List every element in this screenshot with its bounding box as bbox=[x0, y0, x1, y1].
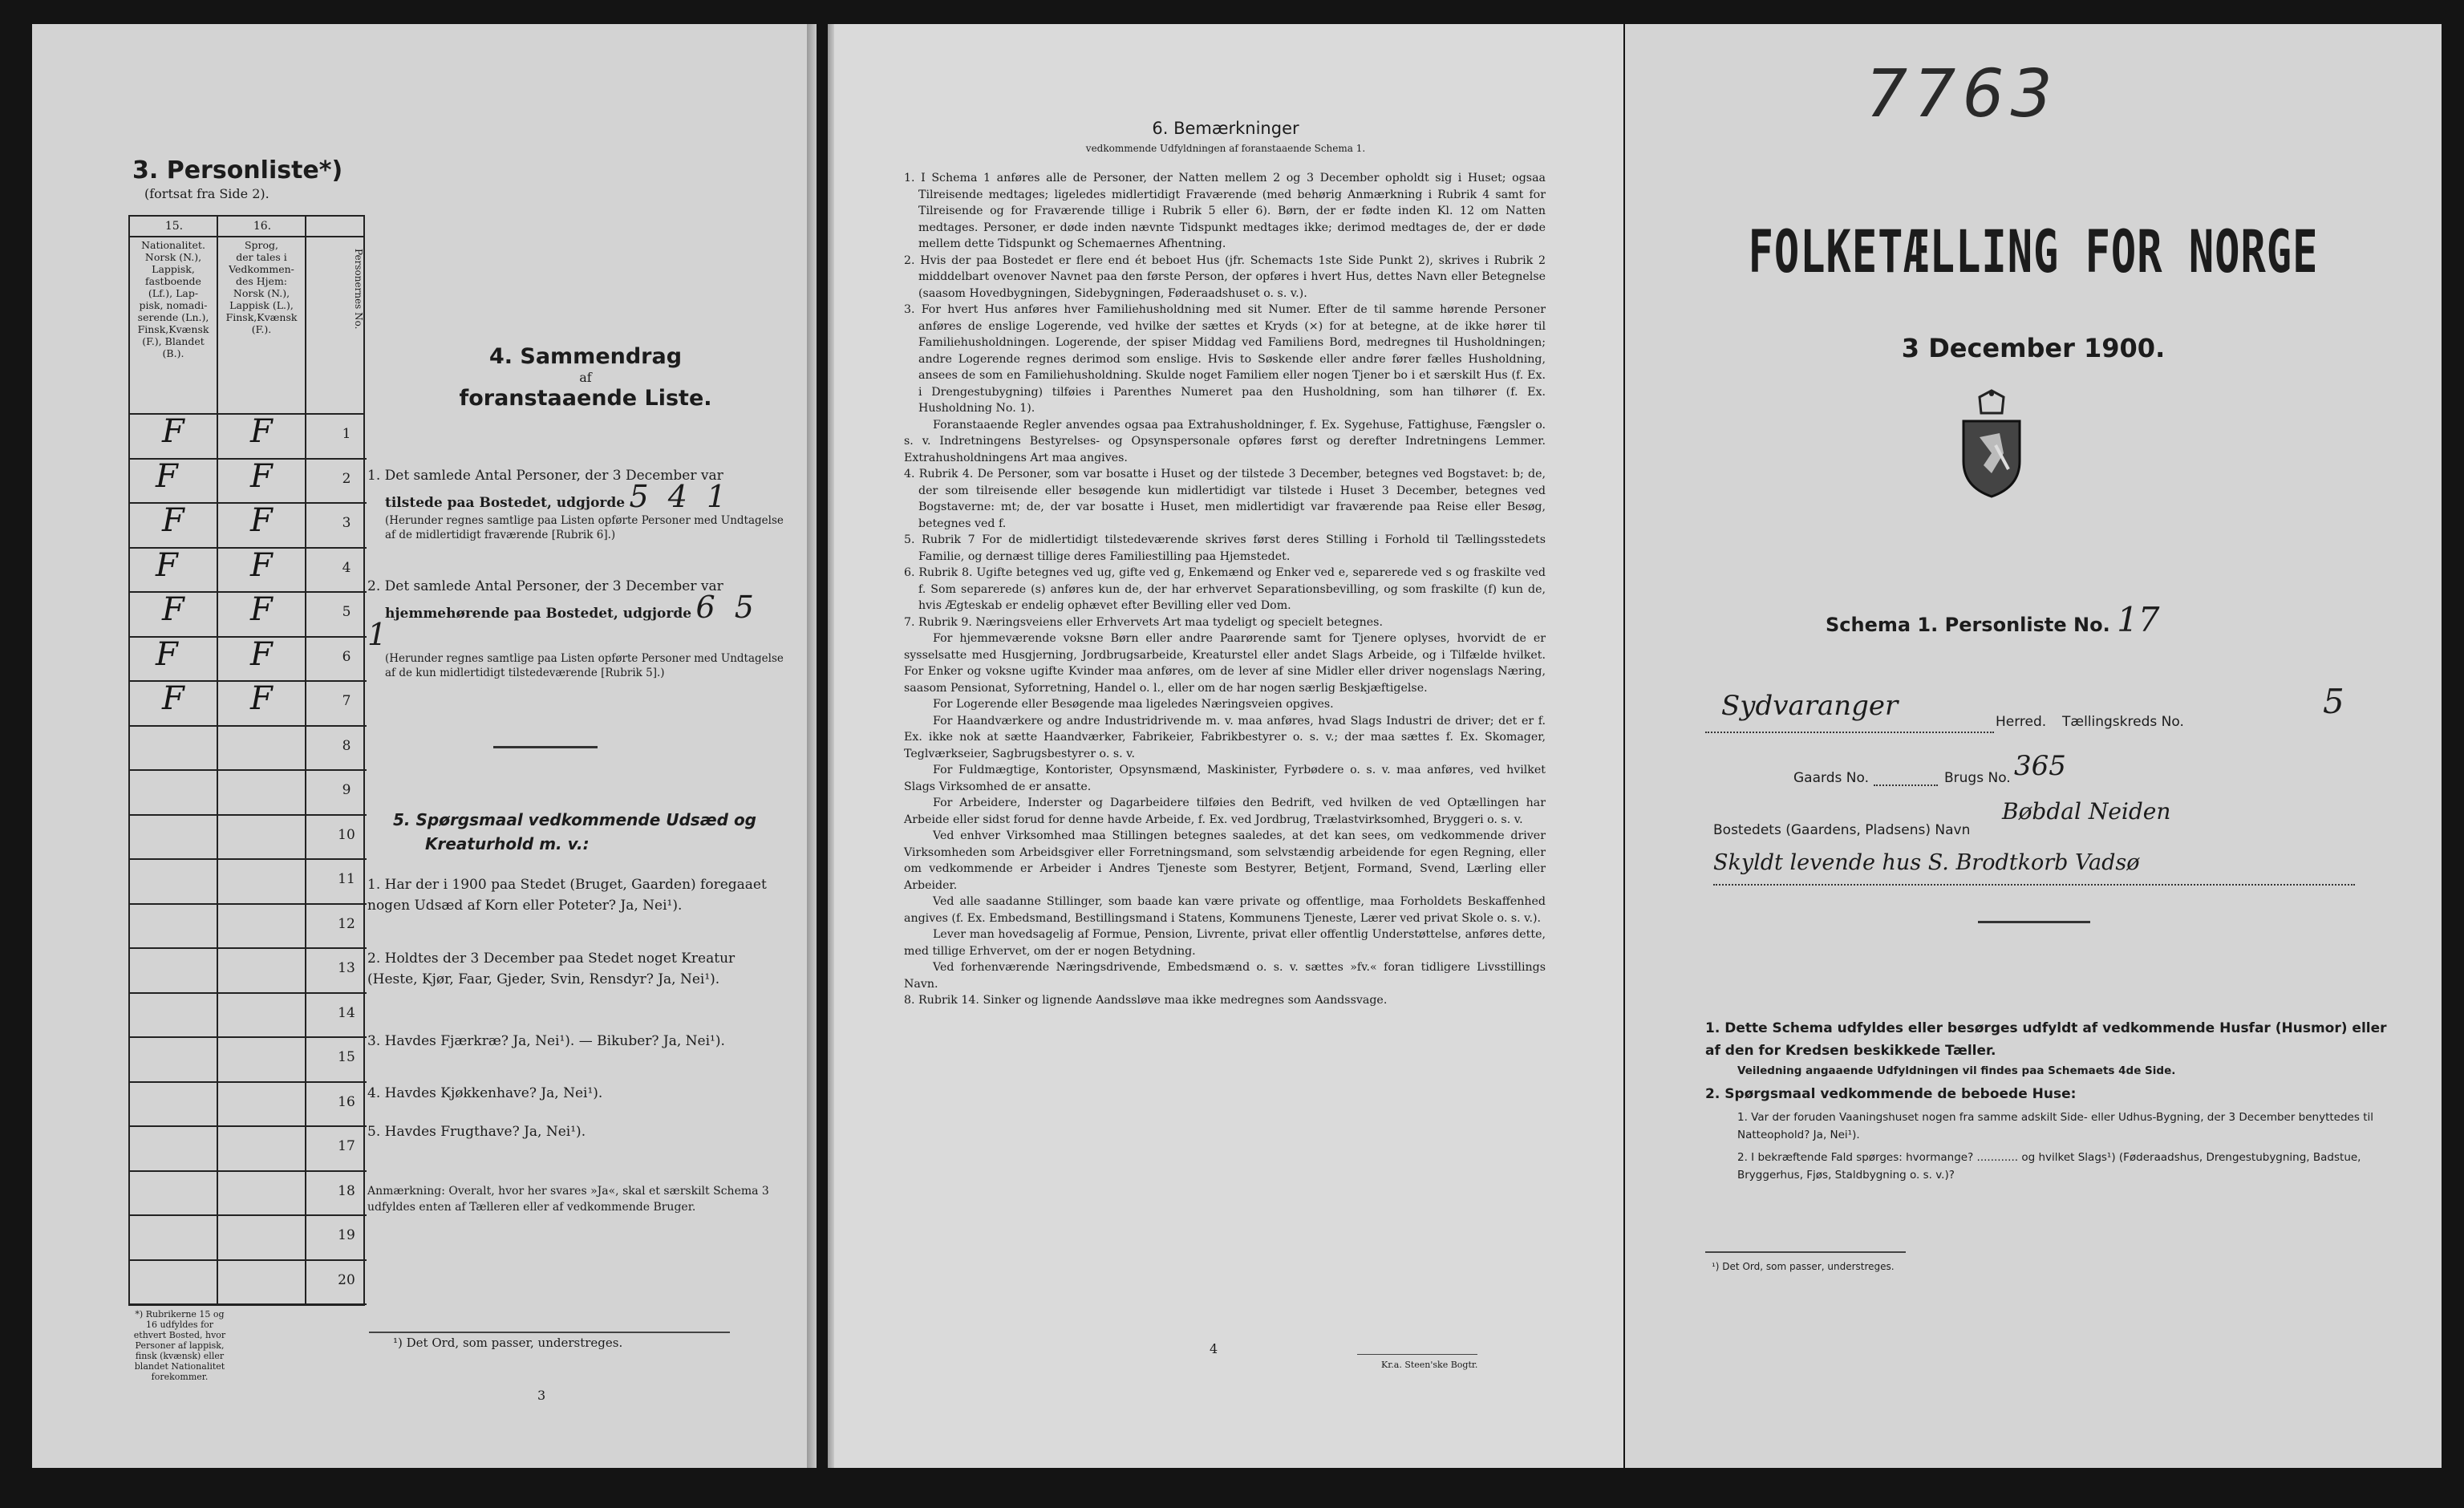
nationality-cell: F bbox=[162, 680, 184, 717]
kreds-value: 5 bbox=[2323, 682, 2344, 721]
divider bbox=[493, 746, 598, 748]
language-cell: F bbox=[250, 413, 273, 450]
col-16-header: Sprog, der tales i Vedkommen- des Hjem: Norsk (N.), Lappisk (L.), Finsk,Kvænsk (F.). bbox=[225, 239, 298, 335]
table-row bbox=[130, 1261, 367, 1301]
remark-paragraph: 4. Rubrik 4. De Personer, som var bosatte i Huset og der tilstede 3 December, betegnes ved Bogstavet: b; de, der som tilreisende eller besøgende kun midlertidigt var tilstede i Huset 3 December, betegnes ved Bogstaverne: mt; de, der var bosatte i Huset, men midlertidigt var fraværende paa Reise eller Besøg, betegnes ved f. bbox=[904, 468, 1546, 530]
remark-paragraph: Ved enhver Virksomhed maa Stillingen betegnes saaledes, at det kan sees, om vedkommende driver Virksomheden som Arbeidsgiver eller Forretningsmand, som selvstændig arbeidende for egen Regning, eller om vedkommende er Arbeider i Andres Tjeneste som Bestyrer, Betjent, Formand, Svend, Lærling eller Arbeider. bbox=[904, 829, 1546, 892]
question-2: 2. Holdtes der 3 December paa Stedet noget Kreatur (Heste, Kjør, Faar, Gjeder, Svin, Rensdyr? Ja, Nei¹). bbox=[367, 951, 736, 987]
person-number: 2 bbox=[342, 470, 351, 487]
table-row bbox=[130, 905, 367, 945]
summary-item-1: 1. Det samlede Antal Personer, der 3 December var tilstede paa Bostedet, udgjorde 5 4 1 (Herunder regnes samtlige paa Listen opførte Personer med Undtagelse af de midlertidigt fraværende [Rubrik 6].) bbox=[367, 468, 784, 541]
person-number: 16 bbox=[338, 1093, 355, 1110]
census-date: 3 December 1900. bbox=[1901, 333, 2166, 363]
col-15-number: 15. bbox=[164, 220, 184, 233]
nationality-table bbox=[128, 215, 365, 1306]
col-16-number: 16. bbox=[253, 220, 272, 233]
nationality-cell: F bbox=[162, 591, 184, 628]
schema-line: Schema 1. Personliste No. 17 bbox=[1826, 600, 2160, 639]
remark-paragraph: Lever man hovedsagelig af Formue, Pension, Livrente, privat eller offentlig Understøttelse, anføres dette, med tillige Erhvervet, om der er nogen Betydning. bbox=[904, 928, 1546, 958]
question-1: 1. Har der i 1900 paa Stedet (Bruget, Gaarden) foregaaet nogen Udsæd af Korn eller Poteter? Ja, Nei¹). bbox=[367, 877, 767, 914]
remark-paragraph: 8. Rubrik 14. Sinker og lignende Aandssløve maa ikke medregnes som Aandssvage. bbox=[904, 994, 1388, 1007]
person-number: 19 bbox=[338, 1227, 355, 1243]
table-footnote: *) Rubrikerne 15 og 16 udfyldes for ethvert Bosted, hvor Personer af lappisk, finsk (kvænsk) eller blandet Nationalitet forekommer. bbox=[133, 1309, 226, 1382]
page-number: 4 bbox=[1210, 1341, 1218, 1356]
table-row bbox=[130, 860, 367, 900]
divider bbox=[1978, 921, 2090, 923]
person-number: 9 bbox=[342, 782, 351, 798]
person-number: 3 bbox=[342, 515, 351, 531]
person-number: 12 bbox=[338, 915, 355, 932]
language-cell: F bbox=[250, 680, 273, 717]
instructions: 1. Dette Schema udfyldes eller besørges udfyldt af vedkommende Husfar (Husmor) eller af den for Kredsen beskikkede Tæller. Veiledning angaaende Udfyldningen vil findes paa Schemaets 4de Side. 2. Spørgsmaal vedkommende de beboede Huse: 1. Var der foruden Vaaningshuset nogen fra samme adskilt Side- eller Udhus-Bygning, der 3 December benyttedes til Natteophold? Ja, Nei¹). 2. I bekræftende Fald spørges: hvormange? ............ og hvilket Slags¹) (Føderaadshus, Drengestubygning, Badstue, Bryggerhus, Fjøs, Staldbygning o. s. v.)? bbox=[1705, 1020, 2387, 1182]
gaards-label: Gaards No. bbox=[1793, 770, 1869, 786]
table-row bbox=[130, 949, 367, 989]
person-number: 4 bbox=[342, 559, 351, 576]
herred-label: Herred. bbox=[1996, 714, 2047, 730]
remark-paragraph: For Fuldmægtige, Kontorister, Opsynsmænd, Maskinister, Fyrbødere o. s. v. maa anføres, ved hvilket Slags Virksomhed de er ansatte. bbox=[904, 764, 1546, 793]
remark-paragraph: For Haandværkere og andre Industridrivende m. v. maa anføres, hvad Slags Industri de driver; det er f. Ex. ikke nok at sætte Haandværker, Fabrikeier, Fabrikbestyrer o. s. v.; der maa sættes f. Ex. Skomager, Teglværkseier, Sagbrugsbestyrer o. s. v. bbox=[904, 714, 1546, 760]
table-row bbox=[130, 546, 367, 589]
table-row bbox=[130, 593, 367, 633]
census-title: FOLKETÆLLING FOR NORGE bbox=[1748, 219, 2319, 286]
person-number: 10 bbox=[338, 826, 355, 843]
table-row bbox=[130, 504, 367, 544]
herred-value: Sydvaranger bbox=[1721, 690, 1899, 722]
remark-paragraph: 6. Rubrik 8. Ugifte betegnes ved ug, gifte ved g, Enkemænd og Enker ved e, separerede ved s og fraskilte ved f. Som separerede (s) anføres kun de, der har erhvervet Separationsbevilling, og som fraskilte (f) kun de, hvis Ægteskab er endelig ophævet efter Bevilling eller ved Dom. bbox=[904, 566, 1546, 612]
table-row bbox=[130, 1216, 367, 1256]
present-count: 5 4 1 bbox=[629, 479, 732, 514]
personliste-number: 17 bbox=[2117, 600, 2160, 639]
anmerkning-note: Anmærkning: Overalt, hvor her svares »Ja«, skal et særskilt Schema 3 udfyldes enten af Tælleren eller af vedkommende Bruger. bbox=[367, 1185, 769, 1214]
remarks-body bbox=[904, 170, 1546, 1009]
table-row bbox=[130, 415, 367, 455]
language-cell: F bbox=[250, 635, 273, 673]
page1-footnote: ¹) Det Ord, som passer, understreges. bbox=[393, 1336, 623, 1350]
bosted-value-2: Skyldt levende hus S. Brodtkorb Vadsø bbox=[1713, 850, 2140, 875]
person-number: 7 bbox=[342, 693, 351, 709]
page-number: 3 bbox=[537, 1388, 546, 1403]
summary-heading: 4. Sammendrag af foranstaaende Liste. bbox=[459, 344, 712, 411]
nationality-cell: F bbox=[156, 635, 178, 673]
table-row bbox=[130, 816, 367, 856]
person-number: 15 bbox=[338, 1049, 355, 1065]
col-15-header: Nationalitet. Norsk (N.), Lappisk, fastboende (Lf.), Lap- pisk, nomadi- serende (Ln.), Finsk,Kvænsk (F.), Blandet (B.). bbox=[137, 239, 209, 359]
language-cell: F bbox=[250, 457, 273, 495]
remark-paragraph: Ved forhenværende Næringsdrivende, Embedsmænd o. s. v. sættes »fv.« foran tidligere Livsstillings Navn. bbox=[904, 961, 1546, 991]
personliste-title: 3. Personliste*) bbox=[132, 156, 343, 184]
question-4: 4. Havdes Kjøkkenhave? Ja, Nei¹). bbox=[367, 1085, 603, 1101]
person-number: 13 bbox=[338, 960, 355, 976]
person-number: 5 bbox=[342, 604, 351, 620]
person-number: 8 bbox=[342, 737, 351, 754]
page-personliste bbox=[32, 24, 817, 1468]
remark-paragraph: 3. For hvert Hus anføres hver Familiehusholdning med sit Numer. Efter de til samme hørende Personer anføres de enslige Logerende, ved hvilke der sættes et Kryds (×) for at betegne, at de ikke hører til Familiehusholdningen. Logerende, der spiser Middag ved Familiens Bord, medregnes til Husholdningen; andre Logerende regnes derimod som enslige. Hvis to Søskende eller andre fører fælles Husholdning, ansees de som en Familiehusholdning. Skulde noget Familiem eller nogen Tjener bo i et særskilt Hus (f. Ex. i Drengestubygning) tilføies i Parenthes Numeret paa den Husholdning, som han tilhører (f. Ex. Husholdning No. 1). bbox=[904, 303, 1546, 415]
question-5: 5. Havdes Frugthave? Ja, Nei¹). bbox=[367, 1124, 586, 1140]
summary-item-2: 2. Det samlede Antal Personer, der 3 December var hjemmehørende paa Bostedet, udgjorde 6 5 1 (Herunder regnes samtlige paa Listen opførte Personer med Undtagelse af de kun midlertidigt tilstedeværende [Rubrik 5].) bbox=[367, 578, 784, 679]
table-row bbox=[130, 1172, 367, 1212]
nationality-cell: F bbox=[162, 413, 184, 450]
table-row bbox=[130, 727, 367, 767]
table-row bbox=[130, 1038, 367, 1078]
cover-footnote: ¹) Det Ord, som passer, understreges. bbox=[1712, 1261, 1895, 1272]
remark-paragraph: For Logerende eller Besøgende maa ligeledes Næringsveien opgives. bbox=[933, 698, 1334, 711]
printer-imprint: Kr.a. Steen'ske Bogtr. bbox=[1381, 1360, 1478, 1370]
person-number: 1 bbox=[342, 426, 351, 442]
nationality-cell: F bbox=[162, 502, 184, 539]
remarks-title: 6. Bemærkninger bbox=[1152, 119, 1299, 138]
person-number: 6 bbox=[342, 648, 351, 665]
questions-heading: 5. Spørgsmaal vedkommende Udsæd og Kreaturhold m. v.: bbox=[393, 810, 756, 853]
bosted-label: Bostedets (Gaardens, Pladsens) Navn bbox=[1713, 822, 1971, 838]
coat-of-arms-icon bbox=[1955, 389, 2028, 501]
language-cell: F bbox=[250, 546, 273, 584]
col-17-header: Personernes No. bbox=[353, 249, 364, 330]
kreds-label: Tællingskreds No. bbox=[2062, 714, 2184, 730]
remarks-subtitle: vedkommende Udfyldningen af foranstaaende Schema 1. bbox=[1085, 143, 1366, 154]
remark-paragraph: 7. Rubrik 9. Næringsveiens eller Erhvervets Art maa tydeligt og specielt betegnes. bbox=[904, 615, 1383, 629]
table-row bbox=[130, 457, 367, 500]
nationality-cell: F bbox=[156, 546, 178, 584]
personliste-subtitle: (fortsat fra Side 2). bbox=[144, 186, 270, 201]
bosted-value: Bøbdal Neiden bbox=[2002, 798, 2171, 825]
person-number: 20 bbox=[338, 1271, 355, 1288]
remark-paragraph: Foranstaaende Regler anvendes ogsaa paa Extrahusholdninger, f. Ex. Sygehuse, Fattighuse, Fængsler o. s. v. Indretningens Bestyrelses- og Opsynspersonale opføres først og derefter Indretningens Lemmer. Extrahusholdningens Art maa angives. bbox=[904, 418, 1546, 464]
table-row bbox=[130, 994, 367, 1034]
table-row bbox=[130, 1083, 367, 1123]
table-row bbox=[130, 635, 367, 678]
brugs-label: Brugs No. bbox=[1944, 770, 2011, 786]
brugs-value: 365 bbox=[2014, 750, 2066, 782]
person-number: 18 bbox=[338, 1182, 355, 1199]
nationality-cell: F bbox=[156, 457, 178, 495]
person-number: 17 bbox=[338, 1138, 355, 1154]
resident-count: 6 5 1 bbox=[367, 590, 759, 652]
table-row bbox=[130, 771, 367, 811]
language-cell: F bbox=[250, 502, 273, 539]
remark-paragraph: 1. I Schema 1 anføres alle de Personer, der Natten mellem 2 og 3 December opholdt sig i Huset; ogsaa Tilreisende medtages; ligeledes midlertidigt Fraværende (med behørig Anmærkning i Rubrik 4 samt for Tilreisende og for Fraværende tillige i Rubrik 5 eller 6). Børn, der er fødte inden Kl. 12 om Natten medtages. Personer, er døde inden nævnte Tidspunkt medtages ikke; derimod medtages de, der er døde mellem dette Tidspunkt og Schemaernes Afhentning. bbox=[904, 172, 1546, 250]
remark-paragraph: For hjemmeværende voksne Børn eller andre Paarørende samt for Tjenere oplyses, hvorvidt de er sysselsatte med Husgjerning, Jordbrugsarbeide, Kreaturstel eller andet Slags Arbeide, og i Tilfælde hvilket. For Enker og voksne ugifte Kvinder maa anføres, om de lever af sine Midler eller driver nogenslags Næring, saasom Pensionat, Syforretning, Handel o. l., eller om de har nogen særlig Beskjæftigelse. bbox=[904, 632, 1546, 695]
person-number: 11 bbox=[338, 871, 355, 887]
archive-number: 7763 bbox=[1866, 56, 2059, 132]
person-number: 14 bbox=[338, 1004, 355, 1021]
page-cover bbox=[1625, 24, 2442, 1468]
remark-paragraph: 5. Rubrik 7 For de midlertidigt tilstedeværende skrives først deres Stilling i Forhold til Tællingsstedets Familie, og dernæst tillige deres Familiestilling paa Hjemstedet. bbox=[904, 533, 1546, 563]
page-bemerkninger bbox=[828, 24, 1623, 1468]
remark-paragraph: Ved alle saadanne Stillinger, som baade kan være private og offentlige, maa Forholdets Beskaffenhed angives (f. Ex. Embedsmand, Bestillingsmand i Statens, Kommunens Tjeneste, Lærer ved privat Skole o. s. v.). bbox=[904, 895, 1546, 925]
remark-paragraph: 2. Hvis der paa Bostedet er flere end ét beboet Hus (jfr. Schemacts 1ste Side Punkt 2), skrives i Rubrik 2 midddelbart ovenover Navnet paa den første Person, der opføres i hvert Hus, dettes Navn eller Betegnelse (saasom Hovedbygningen, Sidebygningen, Føderaadshuset o. s. v.). bbox=[904, 253, 1546, 300]
table-row bbox=[130, 1127, 367, 1167]
question-3: 3. Havdes Fjærkræ? Ja, Nei¹). — Bikuber? Ja, Nei¹). bbox=[367, 1033, 725, 1049]
remark-paragraph: For Arbeidere, Inderster og Dagarbeidere tilføies den Bedrift, ved hvilken de ved Optællingen har Arbeide eller sidst forud for denne havde Arbeide, f. Ex. ved Jordbrug, Trælastvirksomhed, Bryggeri o. s. v. bbox=[904, 797, 1546, 826]
language-cell: F bbox=[250, 591, 273, 628]
table-row bbox=[130, 682, 367, 722]
